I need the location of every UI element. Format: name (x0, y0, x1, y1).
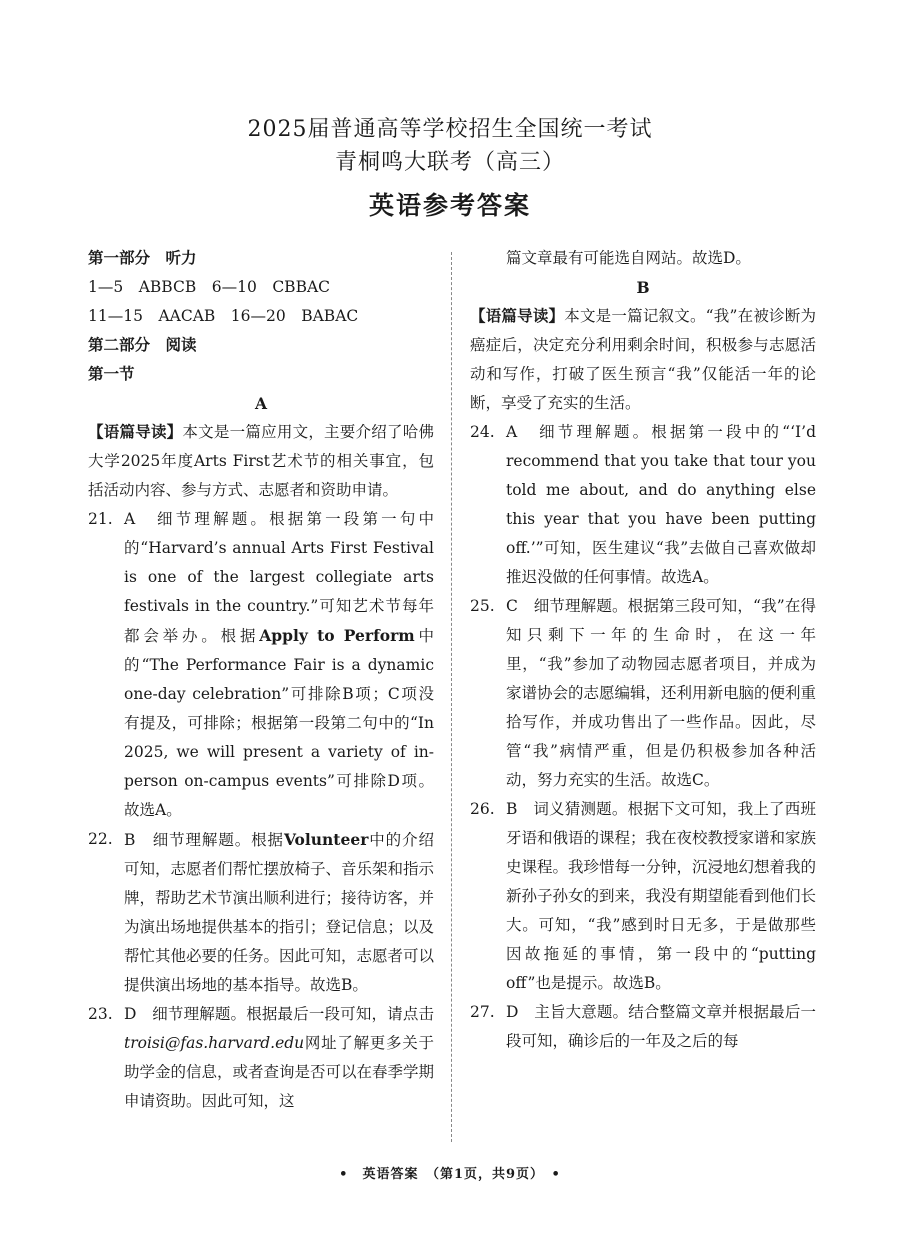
question-21 (88, 505, 434, 825)
guide-text: 本文是一篇应用文，主要介绍了哈佛大学2025年度Arts First艺术节的相关事宜，包括活动内容、参与方式、志愿者和资助申请。 (88, 423, 434, 499)
question-26 (470, 795, 816, 998)
question-number: 21. (88, 510, 113, 528)
answer-key-title: 英语参考答案 (368, 191, 531, 220)
question-explanation: C 细节理解题。根据第三段可知，“我”在得知只剩下一年的生命时，在这一年里，“我”参加了动物园志愿者项目，并成为家谱协会的志愿编辑，还利用新电脑的便利重拾写作，并成功售出了一些作品。因此，尽管“我”病情严重，但是仍积极参加各种活动，努力充实的生活。故选C。 (506, 597, 817, 789)
passage-b-guide (470, 302, 816, 418)
passage-a-letter: A (254, 394, 268, 413)
guide-text: 本文是一篇记叙文。“我”在被诊断为癌症后，决定充分利用剩余时间，积极参与志愿活动和写作，打破了医生预言“我”仅能活一年的论断，享受了充实的生活。 (470, 307, 816, 412)
part1-heading: 第一部分 听力 (88, 249, 197, 267)
question-number: 27. (470, 1003, 495, 1021)
right-column (470, 244, 816, 1056)
guide-tag: 【语篇导读】 (470, 307, 565, 325)
left-column (88, 244, 434, 1116)
email-address: troisi@fas.harvard.edu (124, 1034, 305, 1052)
question-number: 23. (88, 1005, 113, 1023)
listening-answers-2: 11—15 AACAB 16—20 BABAC (88, 307, 359, 325)
listening-answers-1: 1—5 ABBCB 6—10 CBBAC (88, 278, 331, 296)
part2-heading: 第二部分 阅读 (88, 336, 197, 354)
question-explanation: D 主旨大意题。结合整篇文章并根据最后一段可知，确诊后的一年及之后的每 (506, 1003, 816, 1050)
question-number: 24. (470, 423, 495, 441)
question-27 (470, 998, 816, 1056)
question-explanation: B 细节理解题。根据Volunteer中的介绍可知，志愿者们帮忙摆放椅子、音乐架和指示牌，帮助艺术节演出顺利进行；接待访客，并为演出场地提供基本的指引；登记信息；以及帮忙其他必要的任务。因此可知，志愿者可以提供演出场地的基本指导。故选B。 (124, 830, 435, 994)
guide-tag: 【语篇导读】 (88, 423, 183, 441)
bold-term: Volunteer (283, 830, 369, 849)
question-number: 26. (470, 800, 495, 818)
passage-a-guide (88, 418, 434, 505)
section-heading: 第一节 (88, 365, 135, 383)
exam-title: 2025届普通高等学校招生全国统一考试 (247, 117, 653, 142)
question-22 (88, 825, 434, 1000)
question-explanation: D 细节理解题。根据最后一段可知，请点击troisi@fas.harvard.edu网址了解更多关于助学金的信息，或者查询是否可以在春季学期申请资助。因此可知，这 (124, 1005, 435, 1110)
bold-term: Apply to Perform (259, 626, 415, 645)
passage-b-letter: B (636, 278, 650, 297)
exam-subtitle: 青桐鸣大联考（高三） (334, 150, 565, 175)
page-footer: • 英语答案 （第1页，共9页） • (339, 1167, 561, 1182)
question-explanation: A 细节理解题。根据第一段中的“‘I’d recommend that you take that tour you told me about, and do anything else this year that you have been putting off.’”可知，医生建议“我”去做自己喜欢做却推迟没做的任何事情。故选A。 (506, 423, 816, 586)
question-23 (88, 1000, 434, 1116)
question-23-continued: 篇文章最有可能选自网站。故选D。 (506, 249, 751, 267)
question-number: 25. (470, 597, 495, 615)
question-25 (470, 592, 816, 795)
question-number: 22. (88, 830, 113, 848)
column-divider (451, 252, 452, 1142)
question-explanation: A 细节理解题。根据第一段第一句中的“Harvard’s annual Arts First Festival is one of the largest collegiate arts festivals in the country.”可知艺术节每年都会举办。根据Apply to Perform中的“The Performance Fair is a dynamic one-day celebration”可排除B项；C项没有提及，可排除；根据第一段第二句中的“In 2025, we will present a variety of in-person on-campus events”可排除D项。故选A。 (124, 510, 434, 819)
question-24 (470, 418, 816, 592)
question-explanation: B 词义猜测题。根据下文可知，我上了西班牙语和俄语的课程；我在夜校教授家谱和家族史课程。我珍惜每一分钟，沉浸地幻想着我的新孙子孙女的到来，我没有期望能看到他们长大。可知，“我”感到时日无多，于是做那些因故拖延的事情，第一段中的“putting off”也是提示。故选B。 (506, 800, 817, 992)
